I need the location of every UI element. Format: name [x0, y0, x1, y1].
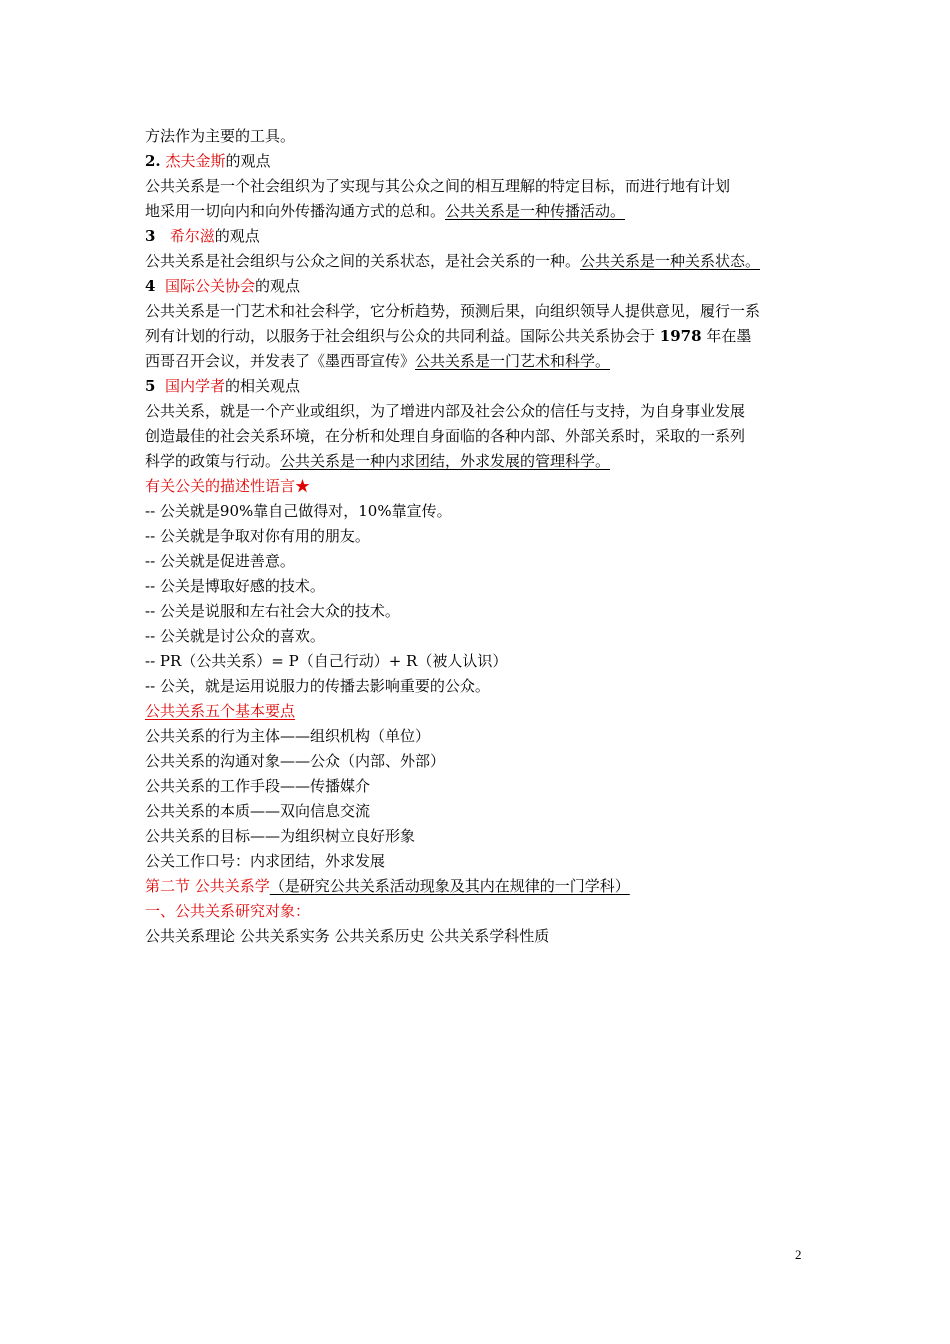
section-heading-five-points: 公共关系五个基本要点 — [145, 702, 296, 720]
text-line: 公共关系是一门艺术和社会科学，它分析趋势，预测后果，向组织领导人提供意见，履行一系 — [145, 302, 761, 320]
list-item: 公共关系的行为主体——组织机构（单位） — [145, 727, 431, 745]
red-term: 杰夫金斯 — [165, 152, 226, 170]
text-line: 创造最佳的社会关系环境，在分析和处理自身面临的各种内部、外部关系时，采取的一系列 — [145, 427, 746, 445]
text-line: 公共关系是社会组织与公众之间的关系状态，是社会关系的一种。公共关系是一种关系状态。 — [145, 252, 761, 270]
text-line: 科学的政策与行动。公共关系是一种内求团结，外求发展的管理科学。 — [145, 452, 611, 470]
list-item: -- 公关就是促进善意。 — [145, 552, 295, 570]
text-line: 列有计划的行动，以服务于社会组织与公众的共同利益。国际公共关系协会于 1978 年在墨 — [145, 327, 752, 345]
list-item: -- 公关是博取好感的技术。 — [145, 577, 325, 595]
list-item: -- 公关，就是运用说服力的传播去影响重要的公众。 — [145, 677, 490, 695]
underlined-text: 公共关系是一种关系状态。 — [580, 252, 761, 270]
text-line: 公共关系理论 公共关系实务 公共关系历史 公共关系学科性质 — [145, 927, 550, 945]
list-item: -- 公关是说服和左右社会大众的技术。 — [145, 602, 400, 620]
text-line: 公共关系是一个社会组织为了实现与其公众之间的相互理解的特定目标，而进行地有计划 — [145, 177, 731, 195]
heading-jefkins: 2. 杰夫金斯的观点 — [145, 152, 271, 170]
text-line: 方法作为主要的工具。 — [145, 127, 296, 145]
heading-hilz: 3 希尔滋的观点 — [145, 227, 260, 245]
red-term: 国内学者 — [164, 377, 225, 395]
list-item: 公共关系的工作手段——传播媒介 — [145, 777, 371, 795]
section-heading-descriptions: 有关公关的描述性语言★ — [145, 477, 311, 495]
red-term: 希尔滋 — [169, 227, 215, 245]
list-item: 公共关系的沟通对象——公众（内部、外部） — [145, 752, 446, 770]
text-line: 公共关系，就是一个产业或组织，为了增进内部及社会公众的信任与支持，为自身事业发展 — [145, 402, 746, 420]
section-heading-second-section: 第二节 公共关系学（是研究公共关系活动现象及其内在规律的一门学科） — [145, 877, 630, 895]
text-line: 西哥召开会议，并发表了《墨西哥宣传》公共关系是一门艺术和科学。 — [145, 352, 611, 370]
underlined-text: 公共关系是一种内求团结，外求发展的管理科学。 — [280, 452, 611, 470]
list-item: 公共关系的目标——为组织树立良好形象 — [145, 827, 416, 845]
subheading-research-objects: 一、公共关系研究对象： — [145, 902, 311, 920]
text-line: 地采用一切向内和向外传播沟通方式的总和。公共关系是一种传播活动。 — [145, 202, 626, 220]
underlined-text: 公共关系是一种传播活动。 — [445, 202, 626, 220]
list-item: -- 公关就是争取对你有用的朋友。 — [145, 527, 370, 545]
page-number: 2 — [795, 1247, 802, 1262]
heading-ipra: 4 国际公关协会的观点 — [145, 277, 301, 295]
list-item: 公关工作口号：内求团结，外求发展 — [145, 852, 386, 870]
list-item: -- PR（公共关系）= P（自己行动）+ R（被人认识） — [145, 652, 508, 670]
list-item: -- 公关就是讨公众的喜欢。 — [145, 627, 325, 645]
page-content — [145, 124, 825, 949]
heading-domestic-scholars: 5 国内学者的相关观点 — [145, 377, 301, 395]
underlined-text: 公共关系是一门艺术和科学。 — [415, 352, 611, 370]
list-item: 公共关系的本质——双向信息交流 — [145, 802, 371, 820]
red-term: 国际公关协会 — [164, 277, 255, 295]
underlined-text: （是研究公共关系活动现象及其内在规律的一门学科） — [269, 877, 630, 895]
list-item: -- 公关就是90%靠自己做得对，10%靠宣传。 — [145, 502, 452, 520]
